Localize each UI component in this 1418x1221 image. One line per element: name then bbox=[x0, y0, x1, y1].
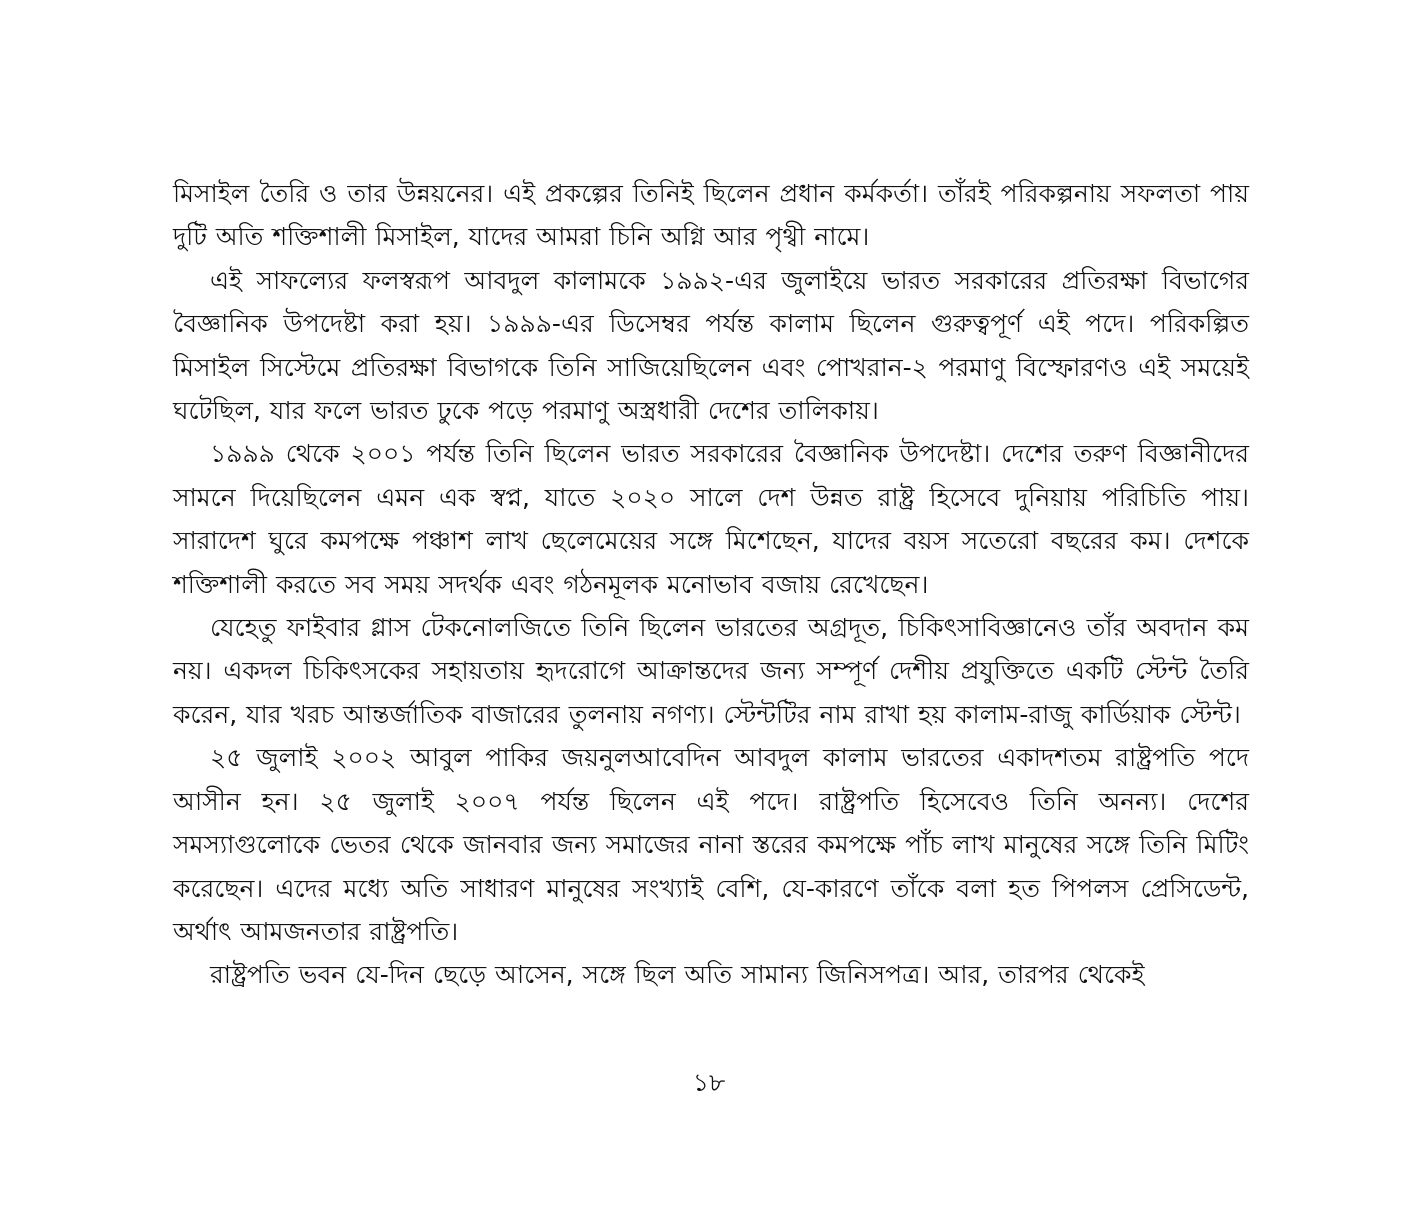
paragraph-5: ২৫ জুলাই ২০০২ আবুল পাকির জয়নুলআবেদিন আবদুল কালাম ভারতের একাদশতম রাষ্ট্রপতি পদে আসীন হন। ২৫ জুলাই ২০০৭ পর্যন্ত ছিলেন এই পদে। রাষ্ট্রপতি হিসেবেও তিনি অনন্য। দেশের সমস্যাগুলোকে ভেতর থেকে জানবার জন্য সমাজের নানা স্তরের কমপক্ষে পাঁচ লাখ মানুষের সঙ্গে তিনি মিটিং করেছেন। এদের মধ্যে অতি সাধারণ মানুষের সংখ্যাই বেশি, যে-কারণে তাঁকে বলা হত পিপলস প্রেসিডেন্ট, অর্থাৎ আমজনতার রাষ্ট্রপতি। bbox=[173, 743, 1249, 946]
paragraph-4: যেহেতু ফাইবার গ্লাস টেকনোলজিতে তিনি ছিলেন ভারতের অগ্রদূত, চিকিৎসাবিজ্ঞানেও তাঁর অবদান কম নয়। একদল চিকিৎসকের সহায়তায় হৃদরোগে আক্রান্তদের জন্য সম্পূর্ণ দেশীয় প্রযুক্তিতে একটি স্টেন্ট তৈরি করেন, যার খরচ আন্তর্জাতিক বাজারের তুলনায় নগণ্য। স্টেন্টটির নাম রাখা হয় কালাম-রাজু কার্ডিয়াক স্টেন্ট। bbox=[173, 613, 1249, 729]
paragraph-2: এই সাফল্যের ফলস্বরূপ আবদুল কালামকে ১৯৯২-এর জুলাইয়ে ভারত সরকারের প্রতিরক্ষা বিভাগের বৈজ্ঞানিক উপদেষ্টা করা হয়। ১৯৯৯-এর ডিসেম্বর পর্যন্ত কালাম ছিলেন গুরুত্বপূর্ণ এই পদে। পরিকল্পিত মিসাইল সিস্টেমে প্রতিরক্ষা বিভাগকে তিনি সাজিয়েছিলেন এবং পোখরান-২ পরমাণু বিস্ফোরণও এই সময়েই ঘটেছিল, যার ফলে ভারত ঢুকে পড়ে পরমাণু অস্ত্রধারী দেশের তালিকায়। bbox=[173, 265, 1249, 426]
paragraph-1: মিসাইল তৈরি ও তার উন্নয়নের। এই প্রকল্পের তিনিই ছিলেন প্রধান কর্মকর্তা। তাঁরই পরিকল্পনায় সফলতা পায় দুটি অতি শক্তিশালী মিসাইল, যাদের আমরা চিনি অগ্নি আর পৃথ্বী নামে। bbox=[173, 179, 1249, 252]
body-text bbox=[173, 172, 1249, 997]
paragraph-3: ১৯৯৯ থেকে ২০০১ পর্যন্ত তিনি ছিলেন ভারত সরকারের বৈজ্ঞানিক উপদেষ্টা। দেশের তরুণ বিজ্ঞানীদের সামনে দিয়েছিলেন এমন এক স্বপ্ন, যাতে ২০২০ সালে দেশ উন্নত রাষ্ট্র হিসেবে দুনিয়ায় পরিচিতি পায়। সারাদেশ ঘুরে কমপক্ষে পঞ্চাশ লাখ ছেলেমেয়ের সঙ্গে মিশেছেন, যাদের বয়স সতেরো বছরের কম। দেশকে শক্তিশালী করতে সব সময় সদর্থক এবং গঠনমূলক মনোভাব বজায় রেখেছেন। bbox=[173, 439, 1249, 599]
paragraph-6: রাষ্ট্রপতি ভবন যে-দিন ছেড়ে আসেন, সঙ্গে ছিল অতি সামান্য জিনিসপত্র। আর, তারপর থেকেই bbox=[210, 960, 1145, 990]
page-number: ১৮ bbox=[692, 1068, 726, 1097]
